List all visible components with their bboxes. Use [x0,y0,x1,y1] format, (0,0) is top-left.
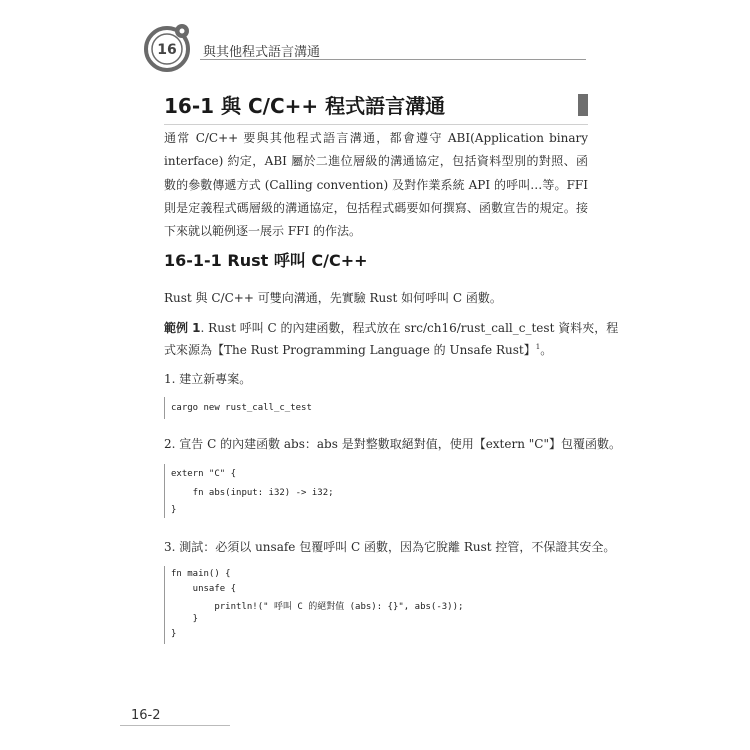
code-line: } [171,614,199,624]
page-number: 16-2 [131,708,161,723]
code-block-3 [164,566,585,644]
footer-divider [120,725,230,726]
code-line: cargo new rust_call_c_test [171,403,312,413]
code-line: fn abs(input: i32) -> i32; [171,488,334,498]
chapter-title: 與其他程式語言溝通 [203,45,321,60]
chapter-number: 16 [157,42,177,58]
example-line-2 [164,341,552,358]
example-line-1 [164,319,618,336]
section-title: 16-1 與 C/C++ 程式語言溝通 [164,94,446,118]
code-line: println!(" 呼叫 C 的絕對值 (abs): {}", abs(-3)); [171,602,464,612]
step-2-text: 2. 宣告 C 的內建函數 abs：abs 是對整數取絕對值，使用【extern "C"】包覆函數。 [164,437,621,451]
code-line: } [171,505,177,515]
intro-paragraph: 通常 C/C++ 要與其他程式語言溝通，都會遵守 ABI(Application binary interface) 約定，ABI 屬於二進位層級的溝通協定，包括資料型別的對照、函數的參數傳遞方式 (Calling convention) 及對作業系統 API 的呼叫…等。FFI 則是定義程式碼層級的溝通協定，包括程式碼要如何撰寫、函數宣告的規定。接下來就以範例逐一展示 FFI 的作法。 [164,131,588,239]
code-line: extern "C" { [171,469,237,479]
step-3-text: 3. 測試：必須以 unsafe 包覆呼叫 C 函數，因為它脫離 Rust 控管，不保證其安全。 [164,540,616,554]
code-line: } [171,629,177,639]
step-1-text: 1. 建立新專案。 [164,372,252,386]
code-block-2 [164,464,585,518]
footnote-mark: 1 [535,343,541,351]
example-label: 範例 1 [164,321,201,335]
section-divider [164,124,588,125]
subsection-lead: Rust 與 C/C++ 可雙向溝通，先實驗 Rust 如何呼叫 C 函數。 [164,291,502,305]
example-text-2: 式來源為【The Rust Programming Language 的 Unsafe Rust】 [164,343,536,357]
code-block-1 [164,397,585,419]
code-line: unsafe { [171,584,237,594]
example-text-1: . Rust 呼叫 C 的內建函數，程式放在 src/ch16/rust_call_c_test 資料夾，程 [200,321,619,335]
chapter-badge-icon [143,21,195,73]
example-text-2-end: 。 [540,343,553,357]
section-marker [578,94,588,116]
header-divider [200,59,586,60]
code-line: fn main() { [171,569,231,579]
subsection-title: 16-1-1 Rust 呼叫 C/C++ [164,251,368,270]
